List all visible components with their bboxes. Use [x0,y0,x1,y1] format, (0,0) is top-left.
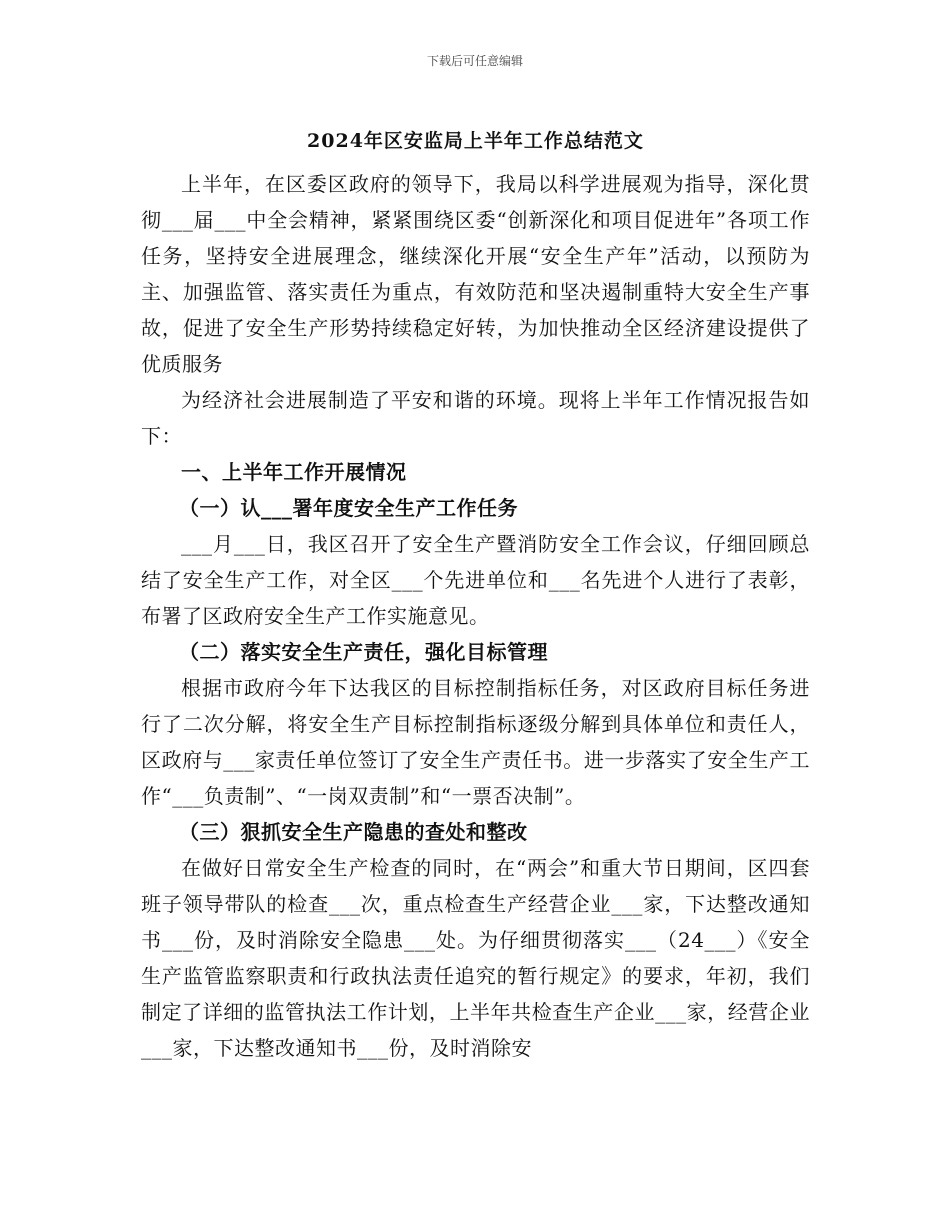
paragraph-subsection-1: ___月___日，我区召开了安全生产暨消防安全工作会议，仔细回顾总结了安全生产工作，对全区___个先进单位和___名先进个人进行了表彰，布署了区政府安全生产工作实施意见。 [141,532,810,628]
paragraph-intro: 上半年，在区委区政府的领导下，我局以科学进展观为指导，深化贯彻___届___中全会精神，紧紧围绕区委“创新深化和项目促进年”各项工作任务，坚持安全进展理念，继续深化开展“安全生产年”活动，以预防为主、加强监管、落实责任为重点，有效防范和坚决遏制重特大安全生产事故，促进了安全生产形势持续稳定好转，为加快推动全区经济建设提供了优质服务 [141,172,810,376]
header-note: 下载后可任意编辑 [426,54,523,68]
subsection-heading-2: （二）落实安全生产责任，强化目标管理 [179,640,548,664]
paragraph-intro-cont: 为经济社会进展制造了平安和谐的环境。现将上半年工作情况报告如下： [141,388,810,448]
section-heading-1: 一、上半年工作开展情况 [181,460,407,484]
paragraph-subsection-2: 根据市政府今年下达我区的目标控制指标任务，对区政府目标任务进行了二次分解，将安全生产目标控制指标逐级分解到具体单位和责任人，区政府与___家责任单位签订了安全生产责任书。进一步落实了安全生产工作“___负责制”、“一岗双责制”和“一票否决制”。 [141,676,810,808]
paragraph-subsection-3: 在做好日常安全生产检查的同时，在“两会”和重大节日期间，区四套班子领导带队的检查___次，重点检查生产经营企业___家，下达整改通知书___份，及时消除安全隐患___处。为仔细贯彻落实___（24___）《安全生产监管监察职责和行政执法责任追究的暂行规定》的要求，年初，我们制定了详细的监管执法工作计划，上半年共检查生产企业___家，经营企业___家，下达整改通知书___份，及时消除安 [141,856,810,1060]
subsection-heading-1: （一）认___署年度安全生产工作任务 [179,496,518,520]
document-title: 2024年区安监局上半年工作总结范文 [307,130,644,152]
subsection-heading-3: （三）狠抓安全生产隐患的查处和整改 [179,820,528,844]
document-body [141,166,810,1066]
